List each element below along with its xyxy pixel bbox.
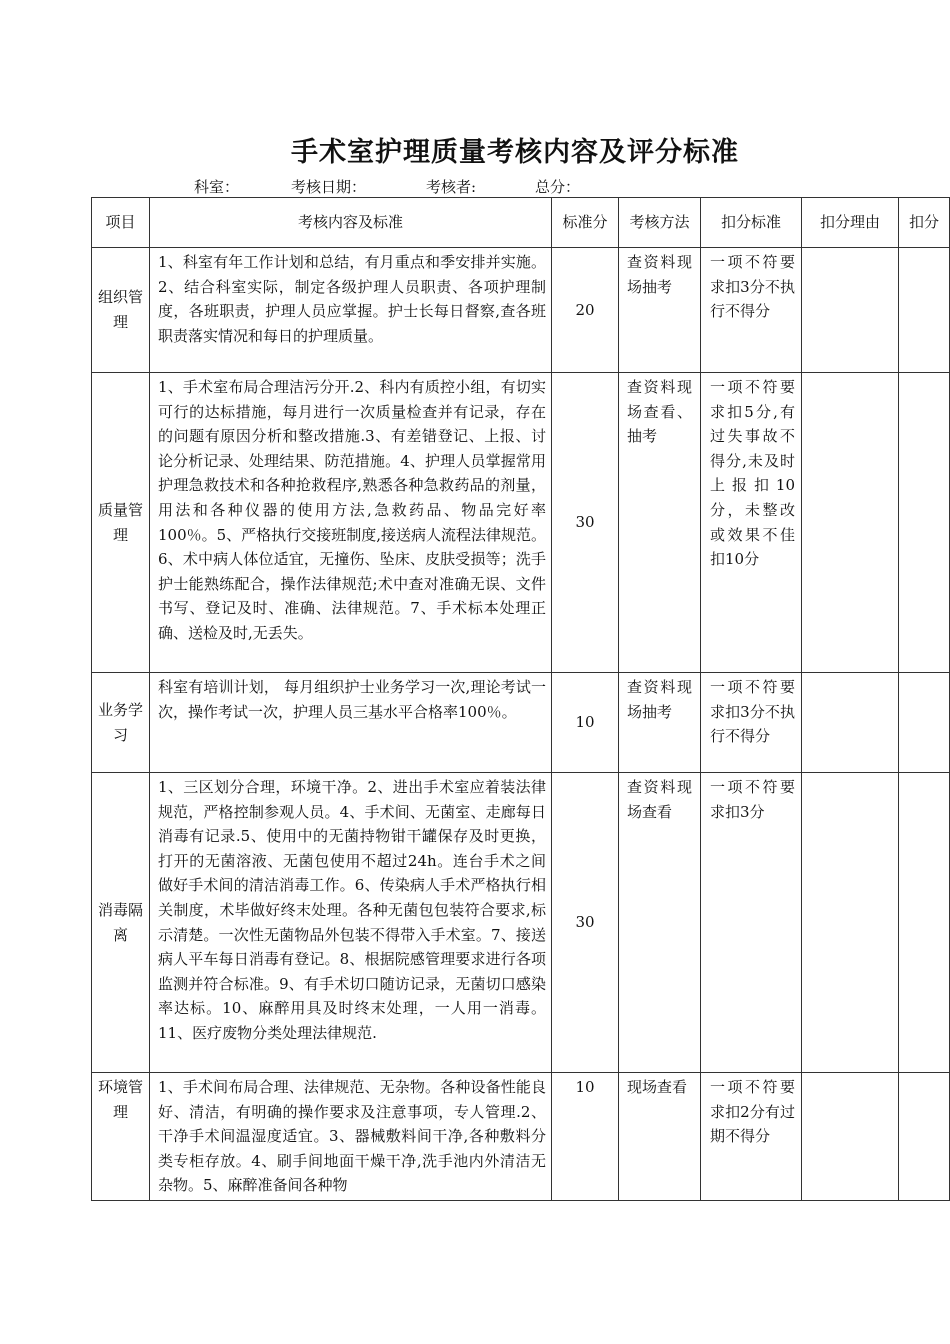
- row-deduct-standard: 一项不符要求扣3分不执行不得分: [701, 673, 802, 773]
- row-score: 30: [552, 773, 619, 1073]
- row-deduct-standard: 一项不符要求扣5分,有过失事故不得分,未及时上报扣10分，未整改或效果不佳扣10分: [701, 373, 802, 673]
- row-deduct-points: [899, 373, 950, 673]
- header-standard-score: 标准分: [552, 198, 619, 248]
- row-deduct-reason: [802, 773, 899, 1073]
- row-item: 业务学习: [92, 673, 150, 773]
- exam-date-label: 考核日期：: [291, 178, 367, 196]
- row-content: 1、科室有年工作计划和总结，有月重点和季安排并实施。2、结合科室实际，制定各级护理人员职责、各项护理制度，各班职责，护理人员应掌握。护士长每日督察,查各班职责落实情况和每日的护理质量。: [150, 248, 552, 373]
- row-deduct-reason: [802, 1073, 899, 1201]
- row-item: 质量管理: [92, 373, 150, 673]
- row-method: 查资料现场查看: [619, 773, 701, 1073]
- row-content: 1、三区划分合理，环境干净。2、进出手术室应着装法律规范，严格控制参观人员。4、手术间、无菌室、走廊每日消毒有记录.5、使用中的无菌持物钳干罐保存及时更换，打开的无菌溶液、无菌包使用不超过24h。连台手术之间做好手术间的清洁消毒工作。6、传染病人手术严格执行相关制度，术毕做好终末处理。各种无菌包包装符合要求,标示清楚。一次性无菌物品外包装不得带入手术室。7、接送病人平车每日消毒有登记。8、根据院感管理要求进行各项监测并符合标准。9、有手术切口随访记录，无菌切口感染率达标。10、麻醉用具及时终末处理，一人用一消毒。11、医疗废物分类处理法律规范.: [150, 773, 552, 1073]
- row-item: 环境管理: [92, 1073, 150, 1201]
- row-method: 现场查看: [619, 1073, 701, 1201]
- table-row: [92, 373, 950, 673]
- header-content: 考核内容及标准: [150, 198, 552, 248]
- examiner-label: 考核者:: [426, 178, 477, 196]
- row-method: 查资料现场抽考: [619, 248, 701, 373]
- row-score: 30: [552, 373, 619, 673]
- row-deduct-reason: [802, 673, 899, 773]
- assessment-table: [91, 197, 950, 1201]
- table-row: [92, 1073, 950, 1201]
- document-title: 手术室护理质量考核内容及评分标准: [291, 137, 739, 168]
- table-row: [92, 673, 950, 773]
- row-deduct-standard: 一项不符要求扣3分: [701, 773, 802, 1073]
- row-deduct-standard: 一项不符要求扣3分不执行不得分: [701, 248, 802, 373]
- row-item: 组织管理: [92, 248, 150, 373]
- header-deduct-reason: 扣分理由: [802, 198, 899, 248]
- header-deduct-points: 扣分: [899, 198, 950, 248]
- row-deduct-reason: [802, 248, 899, 373]
- row-score: 10: [552, 1073, 619, 1201]
- header-fields: [0, 176, 950, 198]
- total-score-label: 总分：: [535, 178, 581, 196]
- row-item: 消毒隔离: [92, 773, 150, 1073]
- table-row: [92, 248, 950, 373]
- row-content: 科室有培训计划， 每月组织护士业务学习一次,理论考试一次，操作考试一次，护理人员三基水平合格率100％。: [150, 673, 552, 773]
- table-header-row: [92, 198, 950, 248]
- row-deduct-points: [899, 248, 950, 373]
- row-deduct-points: [899, 1073, 950, 1201]
- table-row: [92, 773, 950, 1073]
- row-score: 10: [552, 673, 619, 773]
- header-deduct-standard: 扣分标准: [701, 198, 802, 248]
- row-content: 1、手术间布局合理、法律规范、无杂物。各种设备性能良好、清洁，有明确的操作要求及注意事项，专人管理.2、干净手术间温湿度适宜。3、器械敷料间干净,各种敷料分类专柜存放。4、刷手间地面干燥干净,洗手池内外清洁无杂物。5、麻醉准备间各种物: [150, 1073, 552, 1201]
- row-deduct-points: [899, 773, 950, 1073]
- header-method: 考核方法: [619, 198, 701, 248]
- department-label: 科室：: [194, 178, 240, 196]
- row-score: 20: [552, 248, 619, 373]
- header-item: 项目: [92, 198, 150, 248]
- row-deduct-standard: 一项不符要求扣2分有过期不得分: [701, 1073, 802, 1201]
- row-content: 1、手术室布局合理洁污分开.2、科内有质控小组，有切实可行的达标措施，每月进行一次质量检查并有记录，存在的问题有原因分析和整改措施.3、有差错登记、上报、讨论分析记录、处理结果、防范措施。4、护理人员掌握常用护理急救技术和各种抢救程序,熟悉各种急救药品的剂量，用法和各种仪器的使用方法,急救药品、物品完好率100％。5、严格执行交接班制度,接送病人流程法律规范。6、术中病人体位适宜，无撞伤、坠床、皮肤受损等；洗手护士能熟练配合，操作法律规范;术中查对准确无误、文件书写、登记及时、准确、法律规范。7、手术标本处理正确、送检及时,无丢失。: [150, 373, 552, 673]
- row-deduct-reason: [802, 373, 899, 673]
- row-method: 查资料现场抽考: [619, 673, 701, 773]
- row-deduct-points: [899, 673, 950, 773]
- row-method: 查资料现场查看、抽考: [619, 373, 701, 673]
